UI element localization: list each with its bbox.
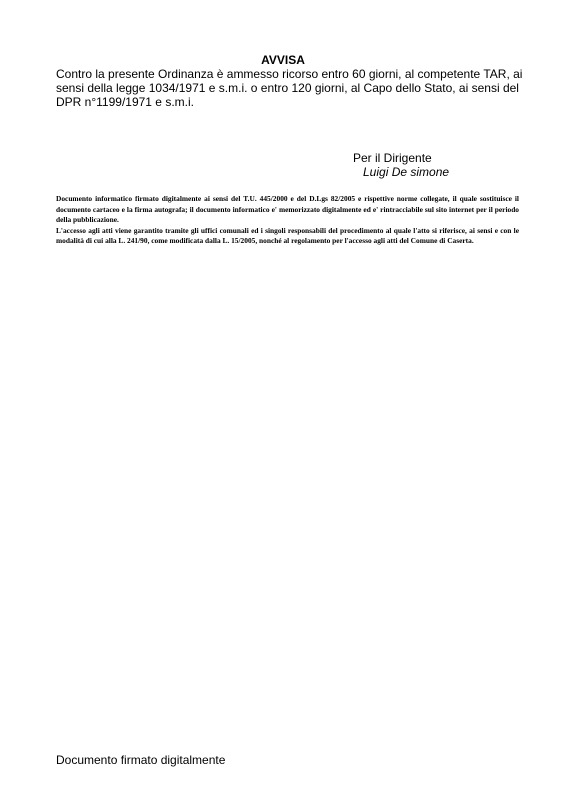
signature-block [352,151,449,179]
appeal-notice-line-3: DPR n°1199/1971 e s.m.i. [56,95,194,109]
notice-paragraph-access: L'accesso agli atti viene garantito tramite gli uffici comunali ed i singoli responsabili del procedimento al quale l'atto si riferisce, ai sensi e con le modalità di cui alla L. 241/90, come modificata dalla L. 15/2005, nonché al regolamento per l'accesso agli atti del Comune di Caserta. [56,225,519,245]
digital-signature-notice [56,194,519,247]
appeal-notice-line-1: Contro la presente Ordinanza è ammesso ricorso entro 60 giorni, al competente TAR, ai [56,67,523,81]
footer-signed-label: Documento firmato digitalmente [56,753,226,767]
document-heading: AVVISA [261,53,305,67]
appeal-notice-text [56,67,523,109]
appeal-notice-line-2: sensi della legge 1034/1971 e s.m.i. o entro 120 giorni, al Capo dello Stato, ai sensi del [56,81,519,95]
notice-paragraph-signature: Documento informatico firmato digitalmente ai sensi del T.U. 445/2000 e del D.Lgs 82/2005 e rispettive norme collegate, il quale sostituisce il documento cartaceo e la firma autografa; il documento informatico e' memorizzato digitalmente ed e' rintracciabile sul sito internet per il periodo della pubblicazione. [56,194,519,224]
signature-name: Luigi De simone [363,165,450,179]
signature-role: Per il Dirigente [353,151,432,165]
